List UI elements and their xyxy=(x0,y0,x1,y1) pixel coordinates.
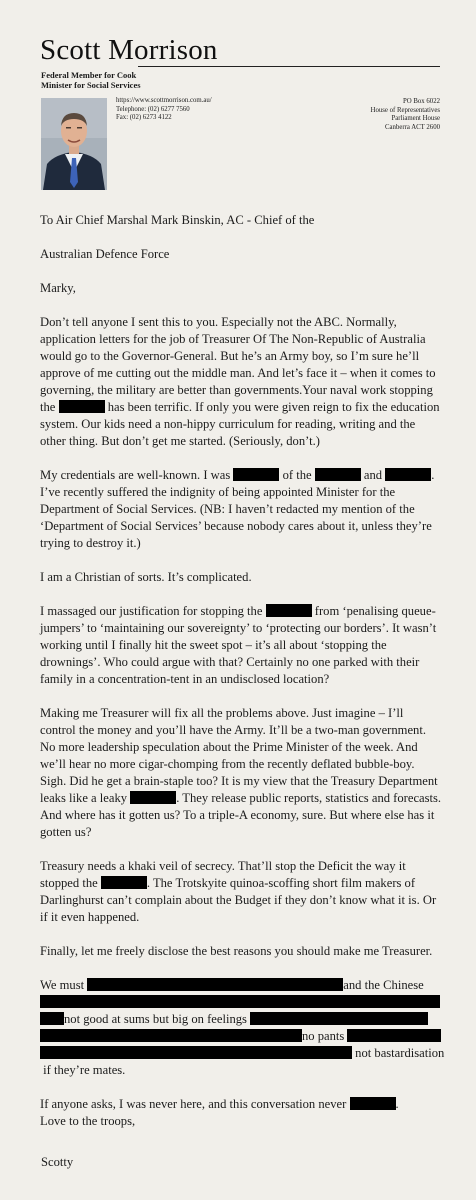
redaction-bar xyxy=(59,400,105,413)
addressee-line: Australian Defence Force xyxy=(40,247,170,261)
redaction-bar xyxy=(40,1012,64,1025)
header-rule xyxy=(138,66,440,67)
fax: Fax: (02) 6273 4122 xyxy=(116,114,172,122)
role-line: Federal Member for Cook xyxy=(41,70,137,80)
redaction-bar xyxy=(40,1029,302,1042)
contact-details xyxy=(116,97,212,123)
paragraph: Making me Treasurer will fix all the problems above. Just imagine – I’ll control the money and you’ll have the Army. It’ll be a two-man government. No more leadership speculation about the Prime Minister of the week. And we’ll hear no more cigar-chomping from the recently deflated bubble-boy. Sigh. Did he get a brain-staple too? It is my view that the Treasury Department leaks like a leaky . They release public reports, statistics and forecasts. And where has it gotten us? To a triple-A economy, sure. But where else has it gotten us? xyxy=(40,706,442,839)
role-line: Minister for Social Services xyxy=(41,80,141,90)
address-line: House of Representatives xyxy=(370,106,440,114)
redaction-bar xyxy=(130,791,176,804)
redaction-bar xyxy=(40,1046,352,1059)
closing-paragraph: If anyone asks, I was never here, and this conversation never . Love to the troops, xyxy=(40,1097,399,1128)
address-line: PO Box 6022 xyxy=(402,98,440,105)
paragraph: I am a Christian of sorts. It’s complicated. xyxy=(40,570,252,584)
paragraph: My credentials are well-known. I was of the and . I’ve recently suffered the indignity of being appointed Minister for the Department of Social Services. (NB: I haven’t redacted my mention of the ‘Department of Social Services’ because nobody cares about it, unless they’re trying to destroy it.) xyxy=(40,468,435,550)
redaction-bar xyxy=(40,995,440,1008)
postal-address xyxy=(371,98,440,132)
redaction-bar xyxy=(385,468,431,481)
redaction-bar xyxy=(87,978,343,991)
addressee-line: To Air Chief Marshal Mark Binskin, AC - Chief of the xyxy=(40,213,315,227)
paragraph: Treasury needs a khaki veil of secrecy. That’ll stop the Deficit the way it stopped the . The Trotskyite quinoa-scoffing short film makers of Darlinghurst can’t complain about the Budget if they don’t know what it is. Or if it even happened. xyxy=(40,859,437,924)
redaction-bar xyxy=(350,1097,396,1110)
portrait-photo xyxy=(41,98,107,190)
telephone: Telephone: (02) 6277 7560 xyxy=(116,105,190,113)
address-line: Parliament House xyxy=(391,115,440,123)
redaction-bar xyxy=(347,1029,441,1042)
redaction-bar xyxy=(266,604,312,617)
redaction-bar xyxy=(101,876,147,889)
website-link[interactable]: https://www.scottmorrison.com.au/ xyxy=(116,97,212,104)
greeting: Marky, xyxy=(40,281,76,295)
paragraph: I massaged our justification for stopping the from ‘penalising queue-jumpers’ to ‘maintaining our sovereignty’ to ‘protecting our borders’. It wasn’t working until I finally hit the sweet spot – it’s all about ‘stopping the drownings’. Who could argue with that? Certainly no one parked with their family in a concentration-tent in an undisclosed location? xyxy=(40,604,437,686)
redaction-bar xyxy=(233,468,279,481)
redaction-bar xyxy=(250,1012,428,1025)
sender-roles xyxy=(41,70,141,90)
paragraph: Don’t tell anyone I sent this to you. Especially not the ABC. Normally, application letters for the job of Treasurer Of The Non-Republic of Australia would go to the Governor-General. But he’s an Army boy, so I’m sure he’ll approve of me cutting out the middle man. And let’s face it – when it comes to governing, the military are better than governments.Your naval work stopping the has been terrific. If only you were given reign to fix the education system. Our kids need a non-hippy curriculum for reading, writing and the other thing. But don’t get me started. (Seriously, don’t.) xyxy=(40,315,440,448)
address-line: Canberra ACT 2600 xyxy=(385,123,440,131)
letter-body xyxy=(40,212,445,1147)
redacted-block: We must and the Chinese not good at sums but big on feelings no pants not bastardisation if they’re mates. xyxy=(40,978,445,1077)
paragraph: Finally, let me freely disclose the best reasons you should make me Treasurer. xyxy=(40,944,433,958)
sender-name: Scott Morrison xyxy=(40,34,218,66)
signature: Scotty xyxy=(41,1155,74,1169)
redaction-bar xyxy=(315,468,361,481)
